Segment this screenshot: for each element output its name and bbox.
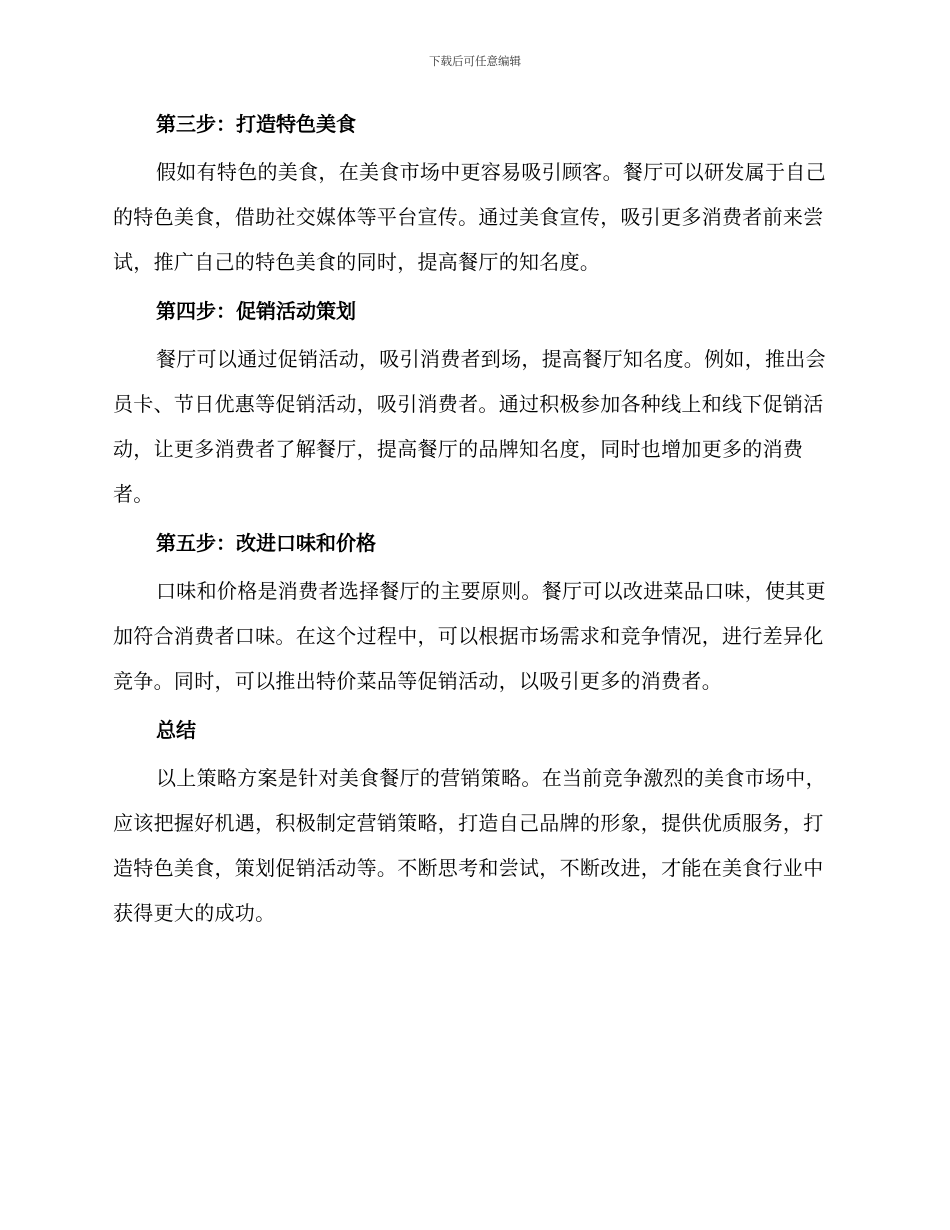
section-heading: 总结 (156, 718, 196, 742)
section-paragraph: 假如有特色的美食，在美食市场中更容易吸引顾客。餐厅可以研发属于自己的特色美食，借助社交媒体等平台宣传。通过美食宣传，吸引更多消费者前来尝试，推广自己的特色美食的同时，提高餐厅的知名度。 (113, 160, 826, 274)
section-paragraph: 口味和价格是消费者选择餐厅的主要原则。餐厅可以改进菜品口味，使其更加符合消费者口味。在这个过程中，可以根据市场需求和竞争情况，进行差异化竞争。同时，可以推出特价菜品等促销活动，以吸引更多的消费者。 (113, 579, 826, 693)
section-step-4 (113, 297, 835, 517)
document-body (113, 110, 835, 948)
section-paragraph: 餐厅可以通过促销活动，吸引消费者到场，提高餐厅知名度。例如，推出会员卡、节日优惠等促销活动，吸引消费者。通过积极参加各种线上和线下促销活动，让更多消费者了解餐厅，提高餐厅的品牌知名度，同时也增加更多的消费者。 (113, 347, 826, 506)
section-heading: 第三步：打造特色美食 (156, 112, 356, 136)
section-heading: 第四步：促销活动策划 (156, 299, 356, 323)
section-step-3 (113, 110, 835, 285)
section-heading: 第五步：改进口味和价格 (156, 531, 376, 555)
section-summary (113, 716, 835, 936)
page-header: 下载后可任意编辑 (429, 54, 521, 68)
section-step-5 (113, 529, 835, 704)
section-paragraph: 以上策略方案是针对美食餐厅的营销策略。在当前竞争激烈的美食市场中，应该把握好机遇，积极制定营销策略，打造自己品牌的形象，提供优质服务，打造特色美食，策划促销活动等。不断思考和尝试，不断改进，才能在美食行业中获得更大的成功。 (113, 766, 826, 925)
